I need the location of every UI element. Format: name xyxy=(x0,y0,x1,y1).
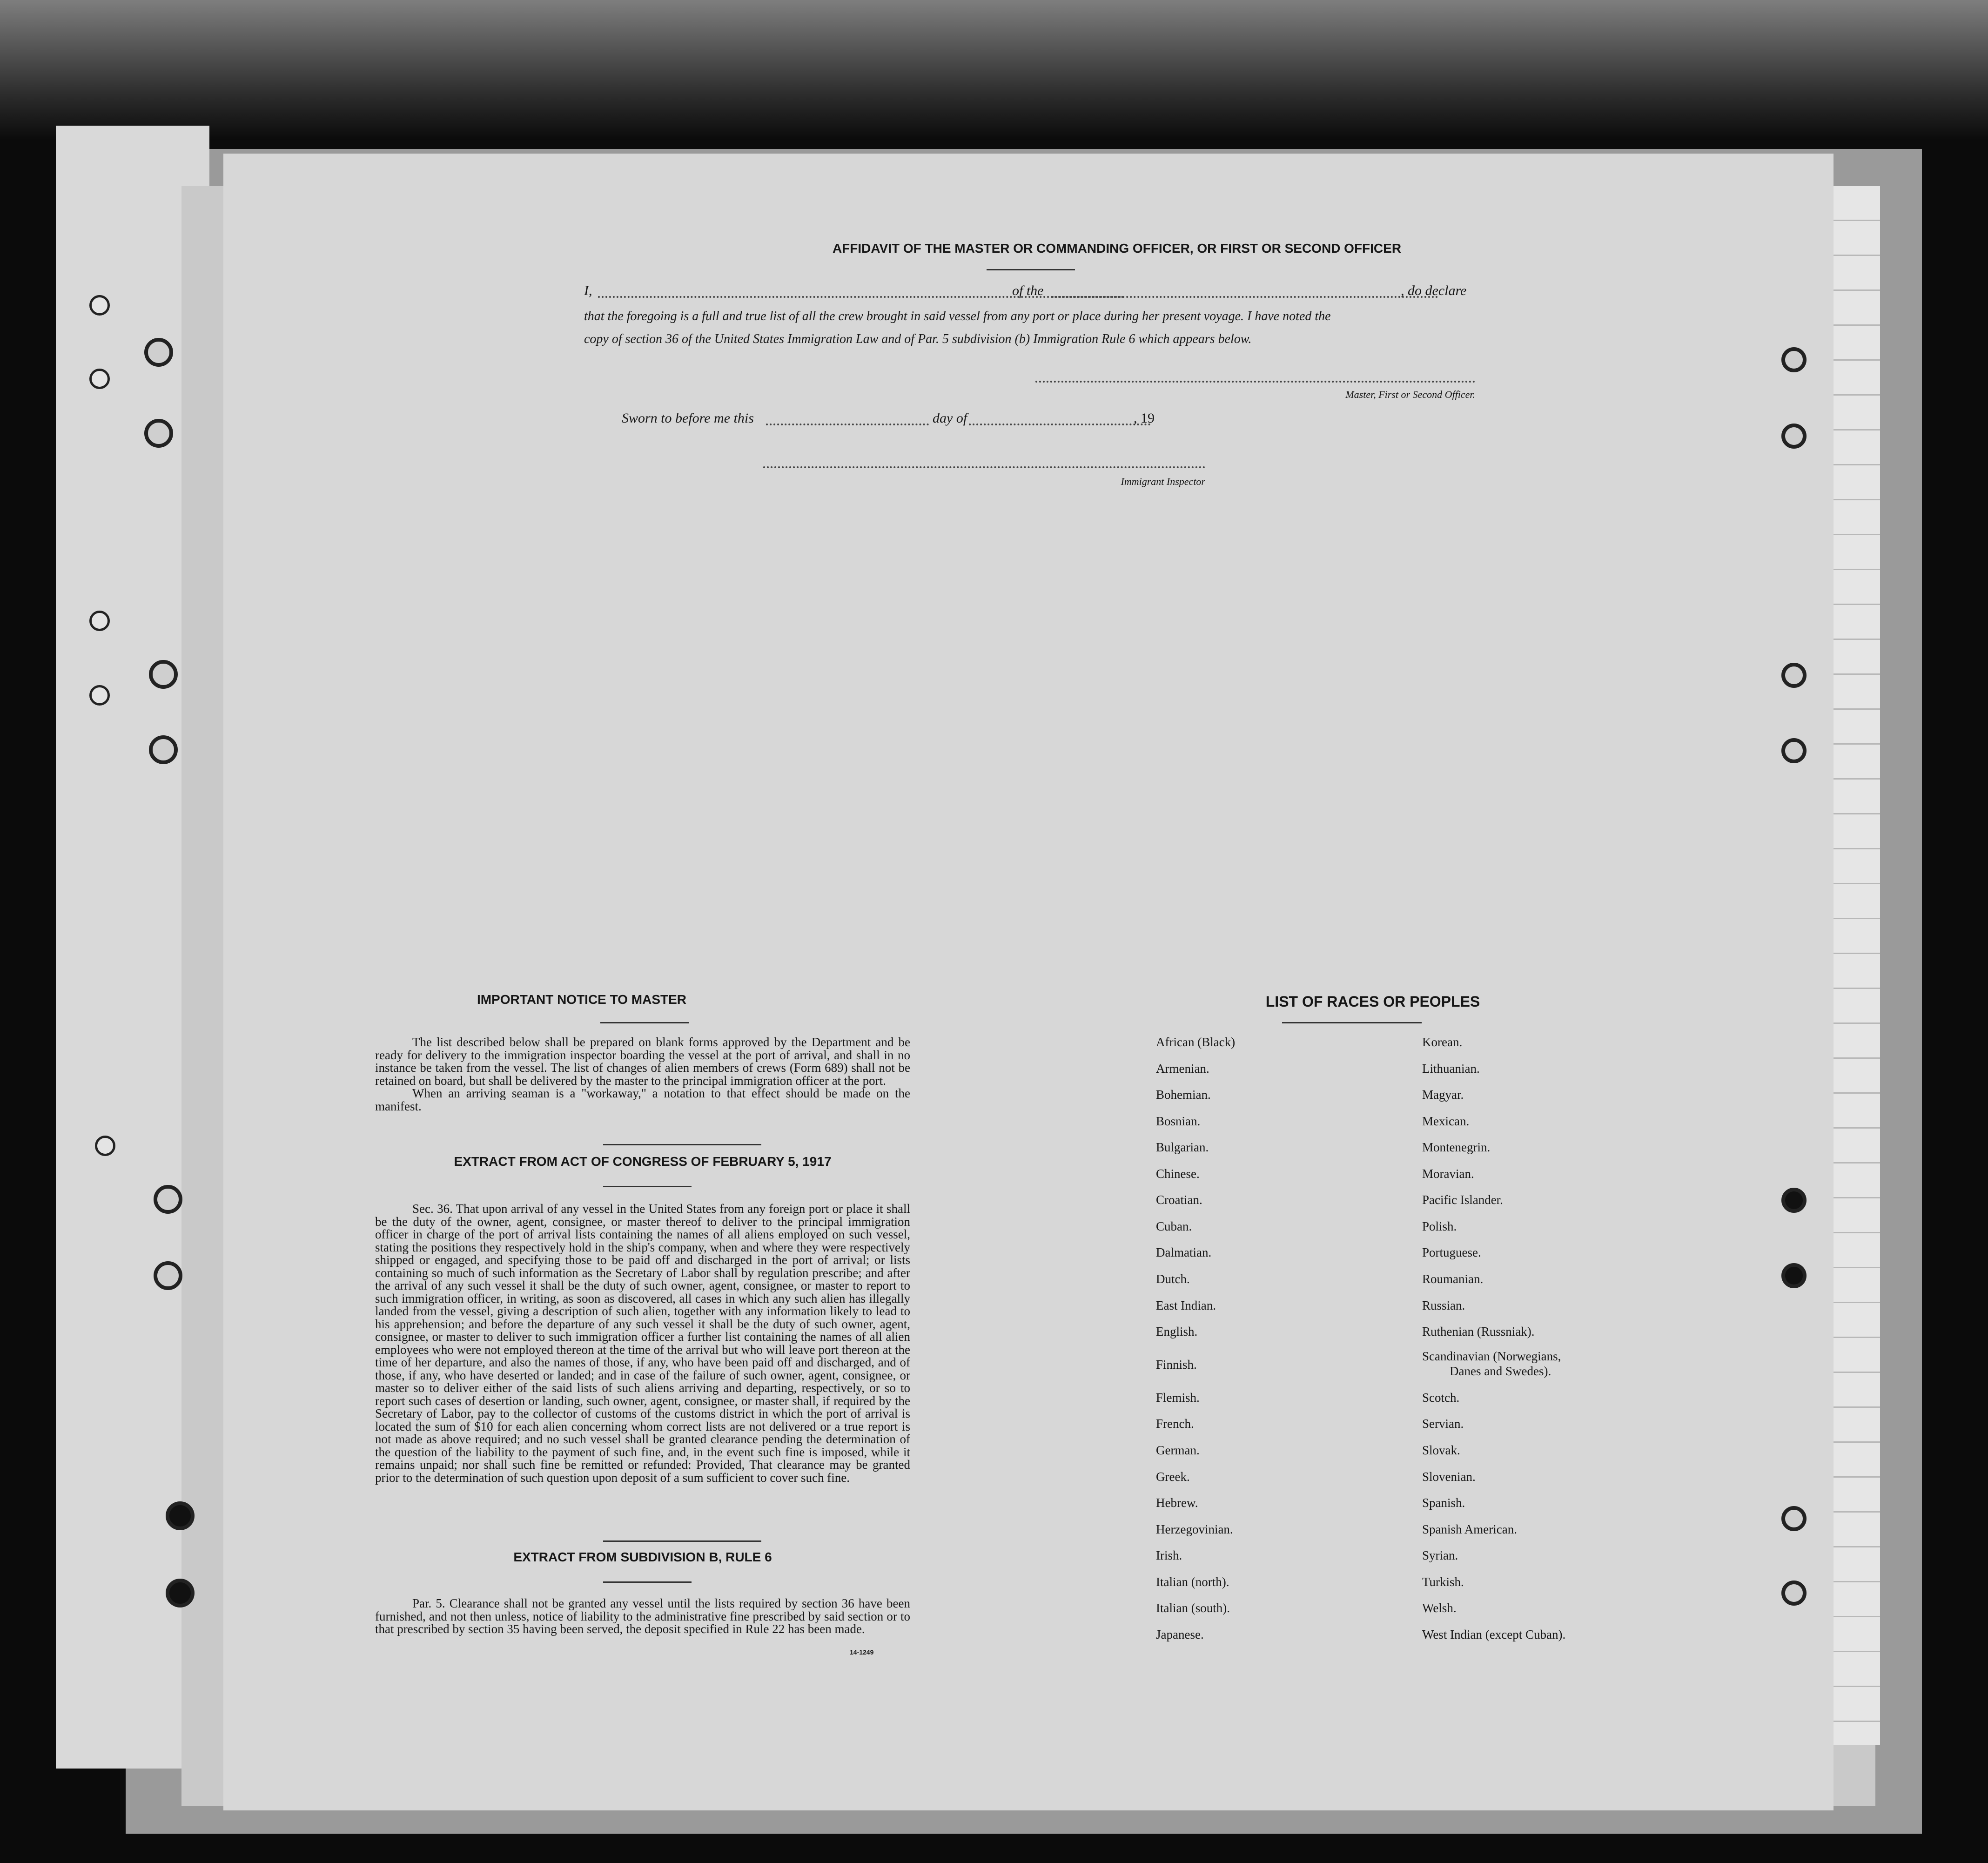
affidavit-title: AFFIDAVIT OF THE MASTER OR COMMANDING OFFICER, OR FIRST OR SECOND OFFICER xyxy=(832,241,1402,256)
inspector-label: Immigrant Inspector xyxy=(1121,476,1205,487)
race-item: Flemish. xyxy=(1156,1391,1200,1405)
title-rule xyxy=(987,269,1075,270)
affidavit-line-1 xyxy=(584,283,1478,302)
affidavit-line-2: that the foregoing is a full and true list of all the crew brought in said vessel from any port or place during her present voyage. I have noted the xyxy=(584,309,1331,323)
affidavit-line-3: copy of section 36 of the United States Immigration Law and of Par. 5 subdivision (b) Immigration Rule 6 which appears below. xyxy=(584,332,1252,346)
sworn-day-field[interactable] xyxy=(766,424,929,425)
inspector-signature-field[interactable] xyxy=(763,466,1205,468)
extract-act-bottom-rule xyxy=(603,1540,761,1542)
race-item: East Indian. xyxy=(1156,1298,1216,1312)
notice-title: IMPORTANT NOTICE TO MASTER xyxy=(477,992,687,1007)
race-item: Cuban. xyxy=(1156,1219,1192,1233)
binding-hole xyxy=(89,611,110,631)
race-item: Dutch. xyxy=(1156,1272,1190,1286)
race-item: Slovenian. xyxy=(1422,1470,1476,1484)
notice-paragraph-2: When an arriving seaman is a "workaway," a notation to that effect should be made on the manifest. xyxy=(375,1086,910,1113)
race-item: Korean. xyxy=(1422,1035,1463,1049)
section-36-text: Sec. 36. That upon arrival of any vessel in the United States from any foreign port or place it shall be the duty of the owner, agent, consignee, or master thereof to deliver to the principal immigration officer in charge of the port of arrival lists containing the names of all aliens employed on such vessel, stating the positions they respectively hold in the ship's company, when and where they were respectively shipped or engaged, and specifying those to be paid off and discharged in the port of arrival; or lists containing so much of such information as the Secretary of Labor shall by regulation prescribe; and after the arrival of any such vessel it shall be the duty of such owner, agent, consignee, or master to report to such immigration officer, in writing, as soon as discovered, all cases in which any such alien has illegally landed from the vessel, giving a description of such alien, together with any information likely to lead to his apprehension; and before the departure of any such vessel it shall be the duty of such owner, agent, consignee, or master to deliver to such immigration officer a further list containing the names of all alien employees who were not employed thereon at the time of the arrival but who will leave port thereon at the time of her departure, and also the names of those, if any, who have been paid off and discharged, and of those, if any, who have deserted or landed; and in case of the failure of such owner, agent, consignee, or master so to deliver either of the said lists of such aliens arriving and departing, respectively, or so to report such cases of desertion or landing, such owner, agent, consignee, or master shall, if required by the Secretary of Labor, pay to the collector of customs of the customs district in which the port of arrival is located the sum of $10 for each alien concerning whom correct lists are not delivered or a true report is not made as above required; and no such vessel shall be granted clearance pending the determination of the question of the liability to the payment of such fine, and, in the event such fine is imposed, while it remains unpaid; nor shall such fine be remitted or refunded: Provided, That clearance may be granted prior to the determination of such question upon deposit of a sum sufficient to cover such fine. xyxy=(375,1202,910,1485)
race-item: Chinese. xyxy=(1156,1167,1200,1181)
race-item: German. xyxy=(1156,1443,1200,1457)
extract-rule-title: EXTRACT FROM SUBDIVISION B, RULE 6 xyxy=(513,1550,772,1564)
race-item: Danes and Swedes). xyxy=(1450,1364,1551,1378)
binding-hole xyxy=(89,685,110,706)
binding-hole xyxy=(89,295,110,316)
notice-body xyxy=(375,1036,910,1113)
race-item: Moravian. xyxy=(1422,1167,1474,1181)
race-item: Italian (north). xyxy=(1156,1575,1229,1589)
binding-hole xyxy=(154,1261,182,1290)
race-item: Scotch. xyxy=(1422,1391,1460,1405)
extract-rule-rule xyxy=(603,1581,692,1583)
binding-hole xyxy=(149,660,178,689)
notice-paragraph-1: The list described below shall be prepared on blank forms approved by the Department and be ready for delivery to the immigration inspector boarding the vessel at the port of arrival, and shall in no instance be taken from the vessel. The list of changes of alien members of crews (Form 689) shall not be retained on board, but shall be delivered by the master to the principal immigration officer at the port. xyxy=(375,1035,910,1088)
declare-label: , do declare xyxy=(1401,283,1467,298)
master-signature-label: Master, First or Second Officer. xyxy=(1345,389,1475,400)
race-item: Scandinavian (Norwegians, xyxy=(1422,1349,1561,1363)
race-item: Herzegovinian. xyxy=(1156,1522,1233,1536)
race-item: Bohemian. xyxy=(1156,1088,1211,1102)
sworn-label: Sworn to before me this xyxy=(622,410,754,426)
races-title: LIST OF RACES OR PEOPLES xyxy=(1265,993,1480,1010)
extract-act-rule xyxy=(603,1186,692,1187)
race-item: Turkish. xyxy=(1422,1575,1464,1589)
race-item: Croatian. xyxy=(1156,1193,1202,1207)
race-item: Montenegrin. xyxy=(1422,1140,1491,1154)
binding-hole xyxy=(149,735,178,764)
race-item: Pacific Islander. xyxy=(1422,1193,1503,1207)
binding-hole xyxy=(89,369,110,389)
binding-hole xyxy=(166,1579,195,1607)
punch-hole xyxy=(1781,738,1807,763)
race-item: English. xyxy=(1156,1325,1198,1338)
notice-bottom-rule xyxy=(603,1144,761,1145)
race-item: Russian. xyxy=(1422,1298,1465,1312)
binding-hole xyxy=(144,419,173,448)
par-5-text: Par. 5. Clearance shall not be granted any vessel until the lists required by section 36 have been furnished, and not then unless, notice of liability to the administrative fine prescribed by said section or to that prescribed by section 35 having been served, the deposit specified in Rule 22 has been made. xyxy=(375,1596,910,1636)
punch-hole xyxy=(1781,1506,1807,1531)
race-item: Japanese. xyxy=(1156,1628,1204,1641)
race-item: Roumanian. xyxy=(1422,1272,1484,1286)
race-item: Magyar. xyxy=(1422,1088,1464,1102)
race-item: Syrian. xyxy=(1422,1548,1458,1562)
race-item: Welsh. xyxy=(1422,1601,1457,1615)
race-item: African (Black) xyxy=(1156,1035,1236,1049)
race-item: Spanish. xyxy=(1422,1496,1465,1510)
form-number: 14-1249 xyxy=(850,1648,874,1656)
race-item: Ruthenian (Russniak). xyxy=(1422,1325,1535,1338)
punch-hole xyxy=(1781,1263,1807,1288)
master-signature-field[interactable] xyxy=(1035,381,1475,383)
race-item: Mexican. xyxy=(1422,1114,1470,1128)
race-item: Polish. xyxy=(1422,1219,1457,1233)
year-label: , 19 xyxy=(1134,410,1155,426)
race-item: French. xyxy=(1156,1417,1194,1431)
binding-hole xyxy=(154,1185,182,1214)
race-item: Lithuanian. xyxy=(1422,1062,1480,1076)
race-item: Dalmatian. xyxy=(1156,1245,1212,1259)
race-item: Hebrew. xyxy=(1156,1496,1198,1510)
sworn-month-field[interactable] xyxy=(969,424,1150,425)
race-item: Finnish. xyxy=(1156,1358,1197,1372)
race-item: Bulgarian. xyxy=(1156,1140,1209,1154)
punch-hole xyxy=(1781,663,1807,688)
race-item: Italian (south). xyxy=(1156,1601,1230,1615)
race-item: Irish. xyxy=(1156,1548,1182,1562)
races-rule xyxy=(1282,1022,1422,1023)
race-item: Servian. xyxy=(1422,1417,1464,1431)
punch-hole xyxy=(1781,424,1807,449)
vessel-label: of the xyxy=(1012,283,1044,298)
binding-hole xyxy=(166,1501,195,1530)
scanner-top-band xyxy=(0,0,1988,140)
day-of-label: day of xyxy=(933,410,967,426)
race-item: Greek. xyxy=(1156,1470,1190,1484)
race-item: Bosnian. xyxy=(1156,1114,1201,1128)
race-item: Spanish American. xyxy=(1422,1522,1517,1536)
punch-hole xyxy=(1781,1581,1807,1606)
sworn-line xyxy=(622,410,1227,429)
race-item: Armenian. xyxy=(1156,1062,1209,1076)
race-item: Slovak. xyxy=(1422,1443,1460,1457)
race-item: Portuguese. xyxy=(1422,1245,1481,1259)
binding-hole xyxy=(144,338,173,367)
vessel-name-field[interactable] xyxy=(1052,296,1438,298)
binding-hole xyxy=(95,1136,115,1156)
declarant-label: I, xyxy=(584,283,592,298)
extract-act-title: EXTRACT FROM ACT OF CONGRESS OF FEBRUARY 5, 1917 xyxy=(454,1154,832,1169)
notice-rule xyxy=(600,1022,689,1023)
declarant-name-field[interactable] xyxy=(598,296,1124,298)
punch-hole xyxy=(1781,1188,1807,1213)
race-item: West Indian (except Cuban). xyxy=(1422,1628,1566,1641)
punch-hole xyxy=(1781,347,1807,372)
